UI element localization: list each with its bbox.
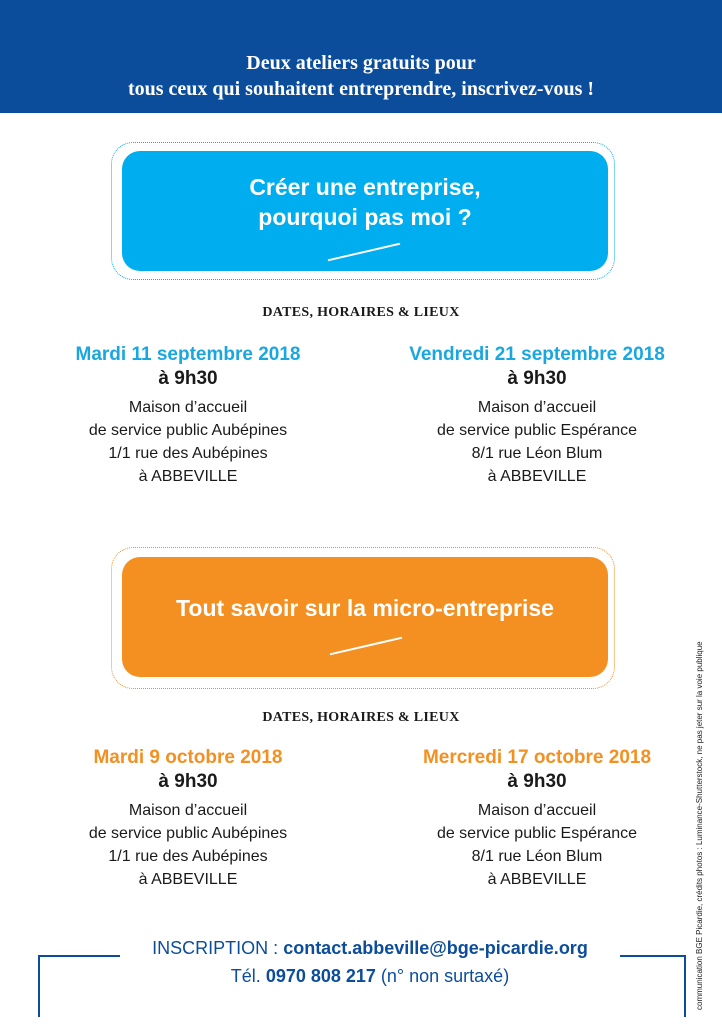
event-time: à 9h30 bbox=[158, 368, 218, 389]
workshop1-title-box bbox=[122, 151, 608, 271]
workshop2-title-box bbox=[122, 557, 608, 677]
event-time: à 9h30 bbox=[507, 368, 567, 389]
phone-row bbox=[120, 961, 620, 991]
event-city: à ABBEVILLE bbox=[487, 468, 587, 485]
header-line-1: Deux ateliers gratuits pour bbox=[246, 52, 476, 74]
phone-number[interactable]: 0970 808 217 bbox=[265, 966, 376, 986]
event-city: à ABBEVILLE bbox=[138, 871, 238, 888]
workshop1-section-label: DATES, HORAIRES & LIEUX bbox=[262, 305, 460, 320]
contact-email-link[interactable]: contact.abbeville@bge-picardie.org bbox=[283, 938, 588, 958]
event-time: à 9h30 bbox=[507, 771, 567, 792]
event-place-1: Maison d’accueil bbox=[477, 802, 597, 819]
event-place-1: Maison d’accueil bbox=[128, 399, 248, 416]
event-address: 1/1 rue des Aubépines bbox=[108, 445, 268, 462]
event-address: 1/1 rue des Aubépines bbox=[108, 848, 268, 865]
contact-block bbox=[120, 935, 620, 991]
workshop1-title-line-2: pourquoi pas moi ? bbox=[258, 204, 472, 230]
credits-text: communication BGE Picardie, crédits photos : Luminance-Shutterstock, ne pas jeter sur la voie publique bbox=[695, 641, 704, 1010]
event-date: Vendredi 21 septembre 2018 bbox=[409, 344, 665, 365]
event-place-2: de service public Aubépines bbox=[88, 422, 288, 439]
workshop2-section-label: DATES, HORAIRES & LIEUX bbox=[262, 710, 460, 725]
workshop2-event-2 bbox=[372, 746, 702, 891]
header-banner bbox=[0, 0, 722, 113]
inscription-label: INSCRIPTION : bbox=[152, 938, 284, 958]
workshop2-title: Tout savoir sur la micro-entreprise bbox=[176, 595, 554, 621]
workshop2-underline bbox=[330, 637, 403, 656]
event-city: à ABBEVILLE bbox=[138, 468, 238, 485]
event-city: à ABBEVILLE bbox=[487, 871, 587, 888]
event-place-2: de service public Aubépines bbox=[88, 825, 288, 842]
event-date: Mercredi 17 octobre 2018 bbox=[422, 747, 652, 768]
event-place-2: de service public Espérance bbox=[436, 422, 638, 439]
workshop2-event-1 bbox=[23, 746, 353, 891]
event-place-1: Maison d’accueil bbox=[477, 399, 597, 416]
event-date: Mardi 11 septembre 2018 bbox=[75, 344, 301, 365]
workshop1-underline bbox=[328, 243, 401, 262]
phone-note: (n° non surtaxé) bbox=[375, 966, 510, 986]
event-place-1: Maison d’accueil bbox=[128, 802, 248, 819]
workshop1-title-line-1: Créer une entreprise, bbox=[249, 174, 481, 200]
workshop1-event-2 bbox=[372, 343, 702, 488]
event-place-2: de service public Espérance bbox=[436, 825, 638, 842]
event-address: 8/1 rue Léon Blum bbox=[471, 848, 603, 865]
event-time: à 9h30 bbox=[158, 771, 218, 792]
workshop1-event-1 bbox=[23, 343, 353, 488]
inscription-row bbox=[120, 935, 620, 961]
event-address: 8/1 rue Léon Blum bbox=[471, 445, 603, 462]
tel-label: Tél. bbox=[230, 966, 266, 986]
event-date: Mardi 9 octobre 2018 bbox=[93, 747, 283, 768]
header-line-2: tous ceux qui souhaitent entreprendre, inscrivez-vous ! bbox=[127, 78, 595, 100]
